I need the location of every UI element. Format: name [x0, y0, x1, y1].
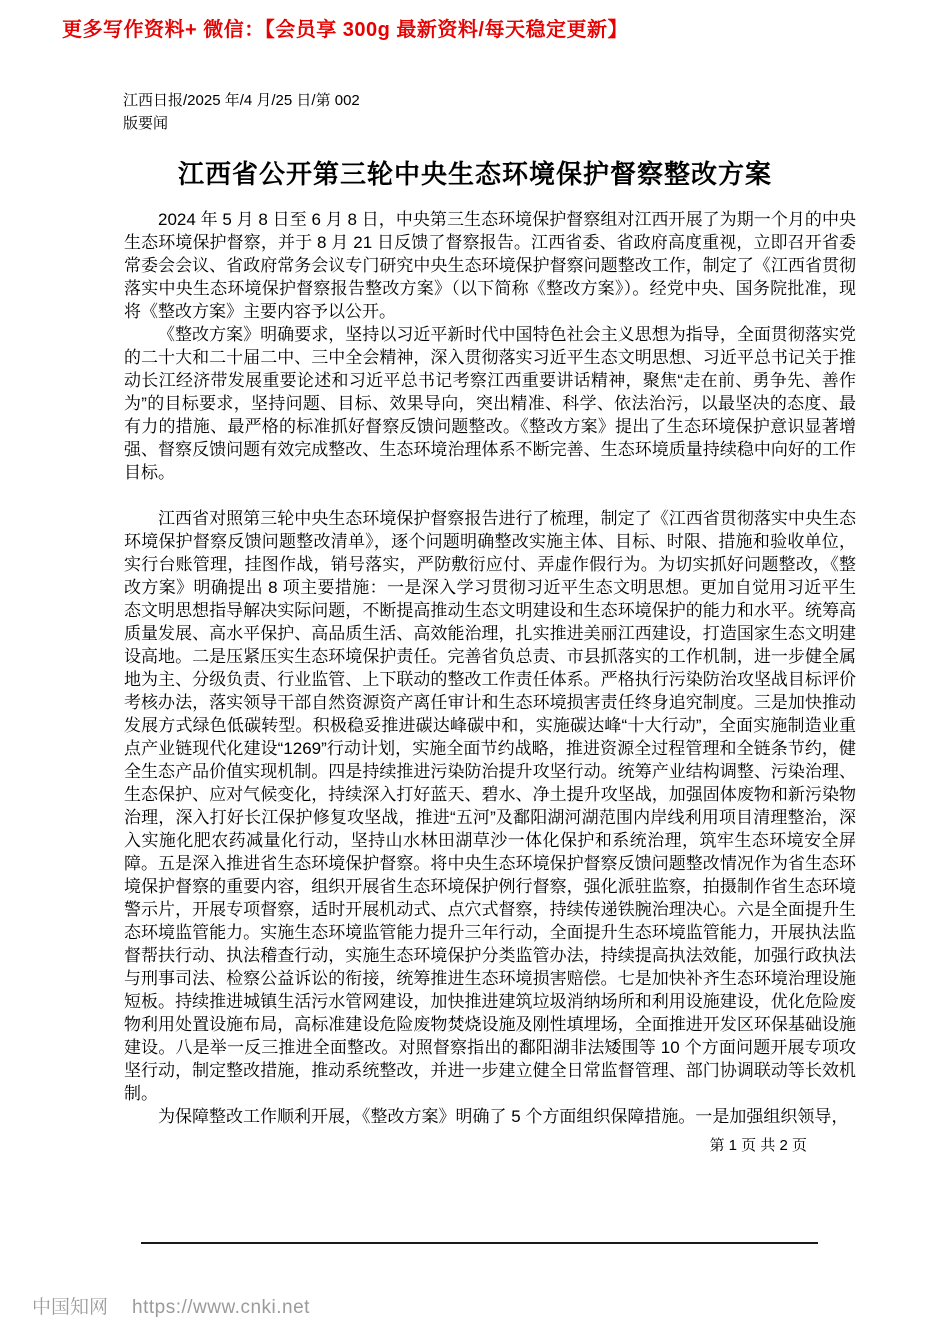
- source-line-1: 江西日报/2025 年/4 月/25 日/第 002: [123, 92, 360, 109]
- footer-brand: [32, 1292, 310, 1319]
- article-paragraph: 2024 年 5 月 8 日至 6 月 8 日，中央第三生态环境保护督察组对江西开展了为期一个月的中央生态环境保护督察，并于 8 月 21 日反馈了督察报告。江西省委、省政府高度重视，立即召开省委常委会会议、省政府常务会议专门研究中央生态环境保护督察问题整改工作，制定了《江西省贯彻落实中央生态环境保护督察报告整改方案》（以下简称《整改方案》）。经党中央、国务院批准，现将《整改方案》主要内容予以公开。: [124, 210, 856, 321]
- cnki-logo: 中国知网: [32, 1297, 109, 1318]
- footer-divider: [141, 1242, 818, 1244]
- promo-banner: 更多写作资料+ 微信：【会员享 300g 最新资料/每天稳定更新】: [62, 19, 628, 41]
- source-info: [123, 89, 360, 135]
- cnki-url: https://www.cnki.net: [132, 1297, 310, 1318]
- article-title: 江西省公开第三轮中央生态环境保护督察整改方案: [177, 159, 772, 189]
- article-paragraph: 为保障整改工作顺利开展，《整改方案》明确了 5 个方面组织保障措施。一是加强组织领导，: [158, 1107, 849, 1126]
- page-number-indicator: 第 1 页 共 2 页: [709, 1137, 807, 1154]
- article-paragraph: 《整改方案》明确要求，坚持以习近平新时代中国特色社会主义思想为指导，全面贯彻落实党的二十大和二十届二中、三中全会精神，深入贯彻落实习近平生态文明思想、习近平总书记关于推动长江经济带发展重要论述和习近平总书记考察江西重要讲话精神，聚焦“走在前、勇争先、善作为”的目标要求，坚持问题、目标、效果导向，突出精准、科学、依法治污，以最坚决的态度、最有力的措施、最严格的标准抓好督察反馈问题整改。《整改方案》提出了生态环境保护意识显著增强、督察反馈问题有效完成整改、生态环境治理体系不断完善、生态环境质量持续稳中向好的工作目标。: [124, 325, 856, 482]
- source-line-2: 版要闻: [123, 115, 169, 132]
- article-body: [124, 208, 856, 1128]
- article-paragraph: 江西省对照第三轮中央生态环境保护督察报告进行了梳理，制定了《江西省贯彻落实中央生态环境保护督察反馈问题整改清单》，逐个问题明确整改实施主体、目标、时限、措施和验收单位，实行台账管理，挂图作战，销号落实，严防敷衍应付、弄虚作假行为。为切实抓好问题整改，《整改方案》明确提出 8 项主要措施：一是深入学习贯彻习近平生态文明思想。更加自觉用习近平生态文明思想指导解决实际问题，不断提高推动生态文明建设和生态环境保护的能力和水平。统筹高质量发展、高水平保护、高品质生活、高效能治理，扎实推进美丽江西建设，打造国家生态文明建设高地。二是压紧压实生态环境保护责任。完善省负总责、市县抓落实的工作机制，进一步健全属地为主、分级负责、行业监管、上下联动的整改工作责任体系。严格执行污染防治攻坚战目标评价考核办法，落实领导干部自然资源资产离任审计和生态环境损害责任终身追究制度。三是加快推动发展方式绿色低碳转型。积极稳妥推进碳达峰碳中和，实施碳达峰“十大行动”，全面实施制造业重点产业链现代化建设“1269”行动计划，实施全面节约战略，推进资源全过程管理和全链条节约，健全生态产品价值实现机制。四是持续推进污染防治提升攻坚行动。统筹产业结构调整、污染治理、生态保护、应对气候变化，持续深入打好蓝天、碧水、净土提升攻坚战，加强固体废物和新污染物治理，深入打好长江保护修复攻坚战，推进“五河”及鄱阳湖河湖范围内岸线利用项目清理整治，深入实施化肥农药减量化行动，坚持山水林田湖草沙一体化保护和系统治理，筑牢生态环境安全屏障。五是深入推进省生态环境保护督察。将中央生态环境保护督察反馈问题整改情况作为省生态环境保护督察的重要内容，组织开展省生态环境保护例行督察，强化派驻监察，拍摄制作省生态环境警示片，开展专项督察，适时开展机动式、点穴式督察，持续传递铁腕治理决心。六是全面提升生态环境监管能力。实施生态环境监管能力提升三年行动，全面提升生态环境监管能力，开展执法监督帮扶行动、执法稽查行动，实施生态环境保护分类监管办法，持续提高执法效能，加强行政执法与刑事司法、检察公益诉讼的衔接，统筹推进生态环境损害赔偿。七是加快补齐生态环境治理设施短板。持续推进城镇生活污水管网建设，加快推进建筑垃圾消纳场所和利用设施建设，优化危险废物利用处置设施布局，高标准建设危险废物焚烧设施及刚性填埋场，全面推进开发区环保基础设施建设。八是举一反三推进全面整改。对照督察指出的鄱阳湖非法矮围等 10 个方面问题开展专项攻坚行动，制定整改措施，推动系统整改，并进一步建立健全日常监督管理、部门协调联动等长效机制。: [124, 509, 856, 1103]
